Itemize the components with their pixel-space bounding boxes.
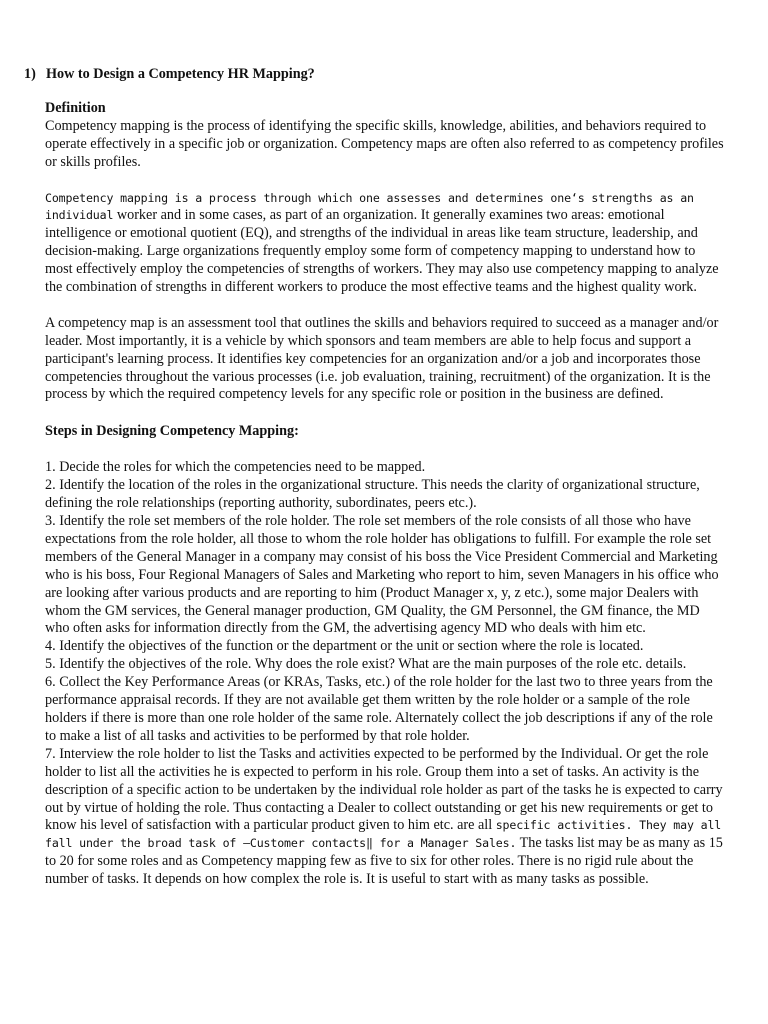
step-item-7-part-1: 7. Interview the role holder to list the Tasks and activities expected to be performed by the Individual. Or get the role holder to list all the activities he is expected to perform in his role. Group them into a set of tasks. An activity is the description of a specific action to be undertaken by the individual role holder as part of the tasks he is expected to carry out by virtue of holding the role. Thus contacting a Dealer to collect outstanding or get his new requirements or get to know his level of satisfaction with a particular product given to him etc. are all bbox=[45, 745, 723, 834]
step-item-4: 4. Identify the objectives of the function or the department or the unit or section where the role is located. bbox=[45, 638, 644, 655]
definition-paragraph-3: A competency map is an assessment tool that outlines the skills and behaviors required to succeed as a manager and/or leader. Most importantly, it is a vehicle by which sponsors and team members are able to help focus and support a participant's learning process. It identifies key competencies for an organization and/or a job and incorporates those competencies throughout the various processes (i.e. job evaluation, training, recruitment) of the organization. It is the process by which the required competency levels for any specific role or position in the business are defined. bbox=[45, 314, 719, 403]
step-item-6: 6. Collect the Key Performance Areas (or KRAs, Tasks, etc.) of the role holder for the last two to three years from the performance appraisal records. If they are not available get them written by the role holder or a sample of the role holders if there is more than one role holder of the same role. Alternately collect the job descriptions if any of the role to make a list of all tasks and activities to be performed by that role holder. bbox=[45, 674, 713, 744]
definition-paragraph-2 bbox=[45, 190, 725, 297]
step-item-7-odd-font: specific activities. They may all fall under the broad task of ―Customer contacts‖ for a Manager Sales. bbox=[45, 818, 722, 851]
step-item-1: 1. Decide the roles for which the competencies need to be mapped. bbox=[45, 459, 426, 476]
section-title: How to Design a Competency HR Mapping? bbox=[46, 66, 315, 82]
paragraph-spacer bbox=[45, 297, 725, 315]
steps-list bbox=[45, 459, 725, 889]
definition-subheading: Definition bbox=[45, 100, 106, 116]
section-number: 1) bbox=[24, 66, 36, 82]
paragraph-spacer bbox=[45, 441, 725, 460]
section-heading bbox=[24, 66, 315, 84]
definition-paragraph-2-lead: Competency mapping is a process through which one assesses and determines one‘s strengths as an individual bbox=[45, 190, 694, 223]
paragraph-spacer bbox=[45, 404, 725, 423]
step-item-7 bbox=[45, 746, 725, 889]
paragraph-spacer bbox=[45, 172, 725, 190]
step-item-3: 3. Identify the role set members of the role holder. The role set members of the role consists of all those who have expectations from the role holder, all those to whom the role holder has obligations to fulfill. For example the role set members of the General Manager in a company may consist of his boss the Vice President Commercial and Marketing who is his boss, Four Regional Managers of Sales and Marketing who report to him, seven Managers in his office who are looking after various products and are reporting to him (Product Manager x, y, z etc.), some major Dealers with whom the GM services, the General manager production, GM Quality, the GM Personnel, the GM finance, the MD who often asks for information directly from the GM, the advertising agency MD who deals with him etc. bbox=[45, 513, 719, 637]
document-body bbox=[45, 100, 725, 889]
definition-paragraph-2-rest: worker and in some cases, as part of an organization. It generally examines two areas: emotional intelligence or emotional quotient (EQ), and strengths of the individual in areas like team structure, leadership, and decision-making. Large organizations frequently employ some form of competency mapping to understand how to most effectively employ the competencies of strengths of workers. They may also use competency mapping to analyze the combination of strengths in different workers to produce the most effective teams and the highest quality work. bbox=[45, 207, 719, 296]
step-item-5: 5. Identify the objectives of the role. Why does the role exist? What are the main purposes of the role etc. details. bbox=[45, 656, 687, 673]
step-item-2: 2. Identify the location of the roles in the organizational structure. This needs the clarity of organizational structure, defining the role relationships (reporting authority, subordinates, peers etc.). bbox=[45, 477, 700, 512]
definition-paragraph-1: Competency mapping is the process of identifying the specific skills, knowledge, abilities, and behaviors required to operate effectively in a specific job or organization. Competency maps are often also referred to as competency profiles or skills profiles. bbox=[45, 117, 724, 170]
step-item-7-part-2: The tasks list may be as many as 15 to 20 for some roles and as Competency mapping few as five to six for other roles. There is no rigid rule about the number of tasks. It depends on how complex the role is. It is useful to start with as many tasks as possible. bbox=[45, 835, 723, 888]
steps-subheading: Steps in Designing Competency Mapping: bbox=[45, 422, 299, 439]
